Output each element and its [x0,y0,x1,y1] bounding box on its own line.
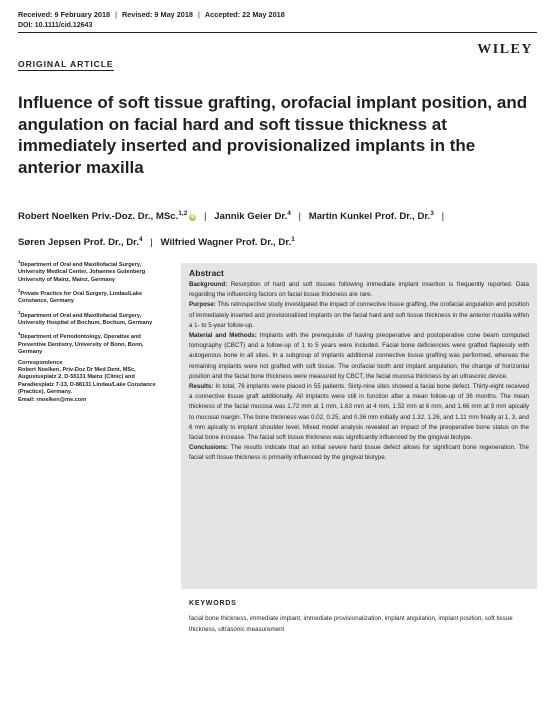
author-affiliation-ref: 4 [287,210,291,217]
author-name[interactable]: Jannik Geier Dr. [214,211,288,223]
affiliations [18,258,168,404]
affiliation-text: Department of Oral and Maxillofacial Surgery, University Hospital of Bochum, Bochum, Germany [18,312,153,327]
correspondence-email[interactable]: Email: rnoelken@me.com [18,396,87,403]
affiliation-number: 2 [18,288,21,294]
affiliation-text: Department of Periodontology, Operative and Preventive Dentistry, University of Bonn, Bonn, Germany [18,334,144,356]
affiliation-number: 4 [18,331,21,337]
article-type-label: ORIGINAL ARTICLE [18,59,114,69]
header-rule [18,32,537,33]
history-separator: | [115,10,117,19]
author-affiliation-ref: 1 [291,236,295,244]
author-separator: | [298,211,302,223]
history-separator: | [197,10,200,19]
abstract-conclusions-label: Conclusions: [189,444,229,452]
author-name[interactable]: Søren Jepsen Prof. Dr., Dr. [18,237,140,249]
author-list [18,202,543,254]
article-title: Influence of soft tissue grafting, orofacial implant position, and angulation on facial hard and soft tissue thickness at immediately inserted and provisionalized implants in the anterior maxilla [18,93,528,177]
affiliation-text: Private Practice for Oral Surgery, Lindau/Lake Constance, Germany [18,290,143,305]
correspondence-text: Robert Noelken, Priv-Doz Dr Med Dent, MSc, Augustusplatz 2, D-55131 Mainz (Clinic) and Paradiesplatz 7-13, D-88131 Lindau/Lake Constance (Practice), Germany. [18,366,156,396]
affiliation-item [18,309,168,328]
received-date: Received: 9 February 2018 [18,10,111,19]
affiliation-number: 1 [18,259,21,264]
author-separator: | [204,211,207,223]
accepted-date: Accepted: 22 May 2018 [204,10,285,19]
abstract-purpose [189,300,529,331]
doi[interactable]: DOI: 10.1111/cid.12643 [18,22,93,29]
revised-date: Revised: 9 May 2018 [121,10,193,19]
article-history [18,10,537,19]
abstract-methods-text: Implants with the prerequisite of having preoperative and postoperative cone beam computed tomography (CBCT) and a follow-up of 1 to 5 years were included. Facial bone deficiencies were grafted flaplessly with autogenous bone in all sites. In a subgroup of implants additional connective tissue grafting was performed, whereas the remaining implants were not grafted with soft tissue. The orofacial tooth and implant angulation, the change of horizontal position and the facial bone thickness were measured by CBCT, the facial mucosa thickness by an ultrasonic device. [189,332,529,380]
keywords-list: facial bone thickness, immediate implant, immediate provisionalization, implant angulation, implant position, soft tissue thickness, ultrasonic measurement [189,614,513,633]
abstract-background-label: Background: [189,281,228,288]
abstract-results-label: Results: [189,383,214,391]
author-affiliation-ref: 3 [430,210,434,217]
author-separator: | [441,211,445,223]
affiliation-item [18,287,168,306]
author-affiliation-ref: 1,2 [178,210,188,217]
author-separator: | [150,237,153,249]
author-name[interactable]: Robert Noelken Priv.-Doz. Dr., MSc. [18,211,179,223]
affiliation-item [18,330,168,356]
author-name[interactable]: Martin Kunkel Prof. Dr., Dr. [308,211,431,223]
abstract-heading: Abstract [189,268,224,278]
affiliation-text: Department of Oral and Maxillofacial Surgery, University Medical Center, Johannes Gutenberg University of Mainz, Mainz, Germany [18,261,146,283]
abstract-results-text: In total, 76 implants were placed in 55 patients. Sixty-nine sites showed a facial bone defect. Thirty-eight received a connective tissue graft additionally. All implants were still in function after a mean follow-up of 36 months. The mean thickness of the facial mucosa was 1.72 mm at 1 mm, 1.63 mm at 4 mm, 1.52 mm at 6 mm, and 1.66 mm at 9 mm apically to mucosal margin. The bone thickness was 0.02, 0.25, and 0.36 mm initially and 1.32, 1.26, and 1.11 mm finally at 1, 3, and 6 mm apically to implant shoulder level. Mixed model analysis revealed an impact of the preoperative bone status on the facial bone increase. The facial soft tissue thickness was significantly influenced by the gingival biotype. [189,383,529,442]
abstract-results [189,382,529,443]
abstract-methods-label: Material and Methods: [189,332,257,340]
abstract-background-text: Resorption of hard and soft tissues following immediate implant insertion is frequently reported. Data regarding the influencing factors on facial tissue thickness are rare. [189,281,529,299]
abstract-methods [189,331,529,382]
orcid-icon[interactable]: iD [190,214,196,221]
author-name[interactable]: Wilfried Wagner Prof. Dr., Dr. [160,237,292,249]
keywords-section [189,599,534,635]
abstract-conclusions-text: The results indicate that an initial severe hard tissue defect allows for significant bone regeneration. The facial soft tissue thickness is primarily influenced by the gingival biotype. [189,444,529,462]
correspondence-heading: Correspondence [18,359,63,366]
affiliation-number: 3 [18,309,21,315]
abstract-conclusions [189,443,529,463]
keywords-heading: KEYWORDS [189,600,237,607]
publisher-logo: WILEY [477,42,533,57]
abstract-purpose-label: Purpose: [189,301,216,309]
affiliation-item [18,258,168,284]
author-affiliation-ref: 4 [139,236,143,244]
abstract-box [181,263,537,589]
abstract-background [189,280,529,300]
abstract-purpose-text: This retrospective study investigated the impact of connective tissue grafting, the orofacial angulation and position of immediately inserted and provisionalized implants on the facial hard and soft tissue thickness in the anterior maxilla within a 1- to 5-year follow-up. [189,301,529,329]
